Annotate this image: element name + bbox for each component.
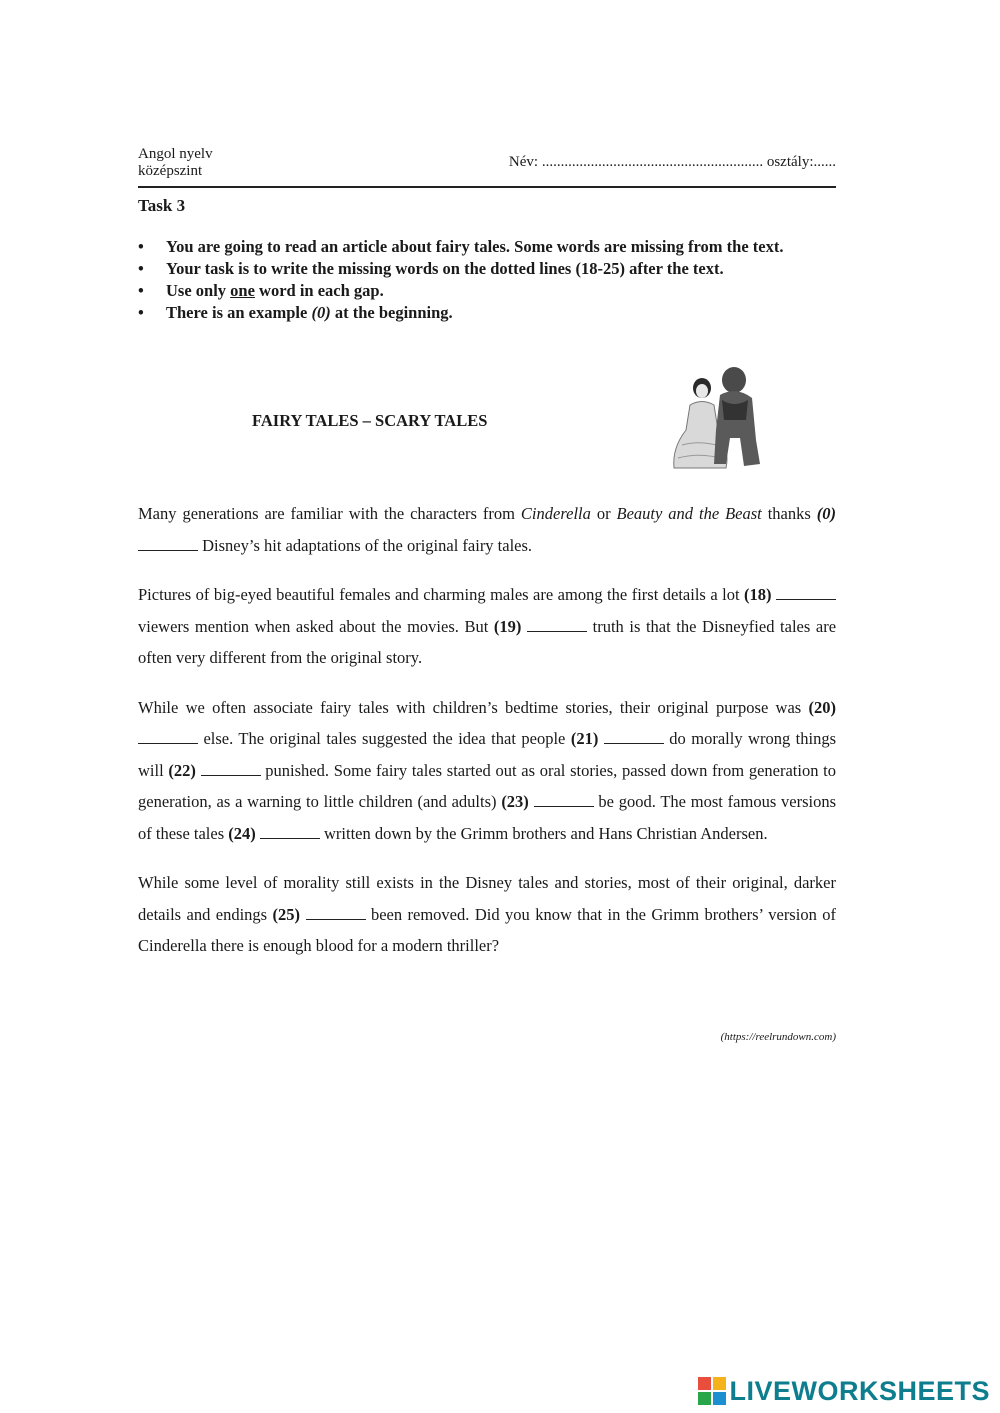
worksheet-header bbox=[138, 146, 836, 188]
gap-blank bbox=[138, 729, 198, 744]
gap-blank bbox=[604, 729, 664, 744]
gap-blank bbox=[776, 585, 836, 600]
task-title: Task 3 bbox=[138, 196, 186, 215]
source-citation: (https://reelrundown.com) bbox=[720, 1031, 836, 1043]
gap-number: (23) bbox=[501, 792, 529, 811]
gap-number: (19) bbox=[493, 616, 522, 636]
movie-title: Cinderella bbox=[520, 504, 591, 523]
gap-blank bbox=[527, 617, 587, 632]
gap-number: (25) bbox=[272, 904, 301, 924]
paragraph-1: Many generations are familiar with the characters from Cinderella or Beauty and the Beast thanks (0) Disney’s hit adaptations of the original fairy tales. bbox=[138, 504, 836, 555]
name-class-field: Név: ........................................................... osztály:...... bbox=[508, 154, 836, 170]
gap-number: (22) bbox=[168, 760, 196, 780]
paragraph-2: Pictures of big-eyed beautiful females and charming males are among the first details a lot (18) viewers mention when asked about the movies. But (19) truth is that the Disneyfied tales are often very different from the original story. bbox=[138, 585, 837, 667]
subject-line-1: Angol nyelv bbox=[138, 146, 213, 162]
gap-number: (0) bbox=[816, 504, 836, 523]
gap-blank bbox=[534, 792, 594, 807]
brand-name: LIVEWORKSHEETS bbox=[729, 1375, 990, 1406]
instruction-item: • Use only one word in each gap. bbox=[138, 280, 836, 302]
gap-blank bbox=[138, 536, 198, 551]
gap-number: (20) bbox=[808, 697, 836, 717]
gap-number: (24) bbox=[228, 823, 256, 843]
underlined-word: one bbox=[230, 281, 255, 300]
paragraph-4: While some level of morality still exists in the Disney tales and stories, most of their original, darker details and endings (25) been removed. Did you know that in the Grimm brothers’ version of Cinderella there is enough blood for a modern thriller? bbox=[138, 873, 837, 955]
paragraph-3: While we often associate fairy tales with children’s bedtime stories, their original purpose was (20) else. The original tales suggested the idea that people (21) do morally wrong things will (22) punished. Some fairy tales started out as oral stories, passed down from generation to generation, as a warning to little children (and adults) (23) be good. The most famous versions of these tales (24) written down by the Grimm brothers and Hans Christian Andersen. bbox=[138, 697, 837, 843]
movie-title: Beauty and the Beast bbox=[616, 504, 762, 523]
instruction-item: • Your task is to write the missing words on the dotted lines (18-25) after the text. bbox=[138, 258, 836, 280]
beauty-and-beast-illustration bbox=[660, 360, 770, 470]
instruction-item: • There is an example (0) at the beginning. bbox=[138, 302, 836, 324]
gap-blank bbox=[260, 824, 320, 839]
subject-label bbox=[138, 146, 213, 180]
example-marker: (0) bbox=[311, 303, 331, 322]
liveworksheets-logo-icon bbox=[697, 1376, 727, 1406]
gap-number: (18) bbox=[744, 585, 772, 604]
gap-blank bbox=[306, 905, 366, 920]
instruction-item: • You are going to read an article about fairy tales. Some words are missing from the text. bbox=[138, 236, 836, 258]
article-title: FAIRY TALES – SCARY TALES bbox=[252, 411, 488, 430]
article-body bbox=[138, 498, 836, 980]
gap-blank bbox=[201, 761, 261, 776]
gap-number: (21) bbox=[570, 729, 599, 748]
subject-line-2: középszint bbox=[138, 163, 203, 179]
instructions-list bbox=[138, 236, 836, 324]
liveworksheets-brand[interactable] bbox=[697, 1374, 990, 1408]
